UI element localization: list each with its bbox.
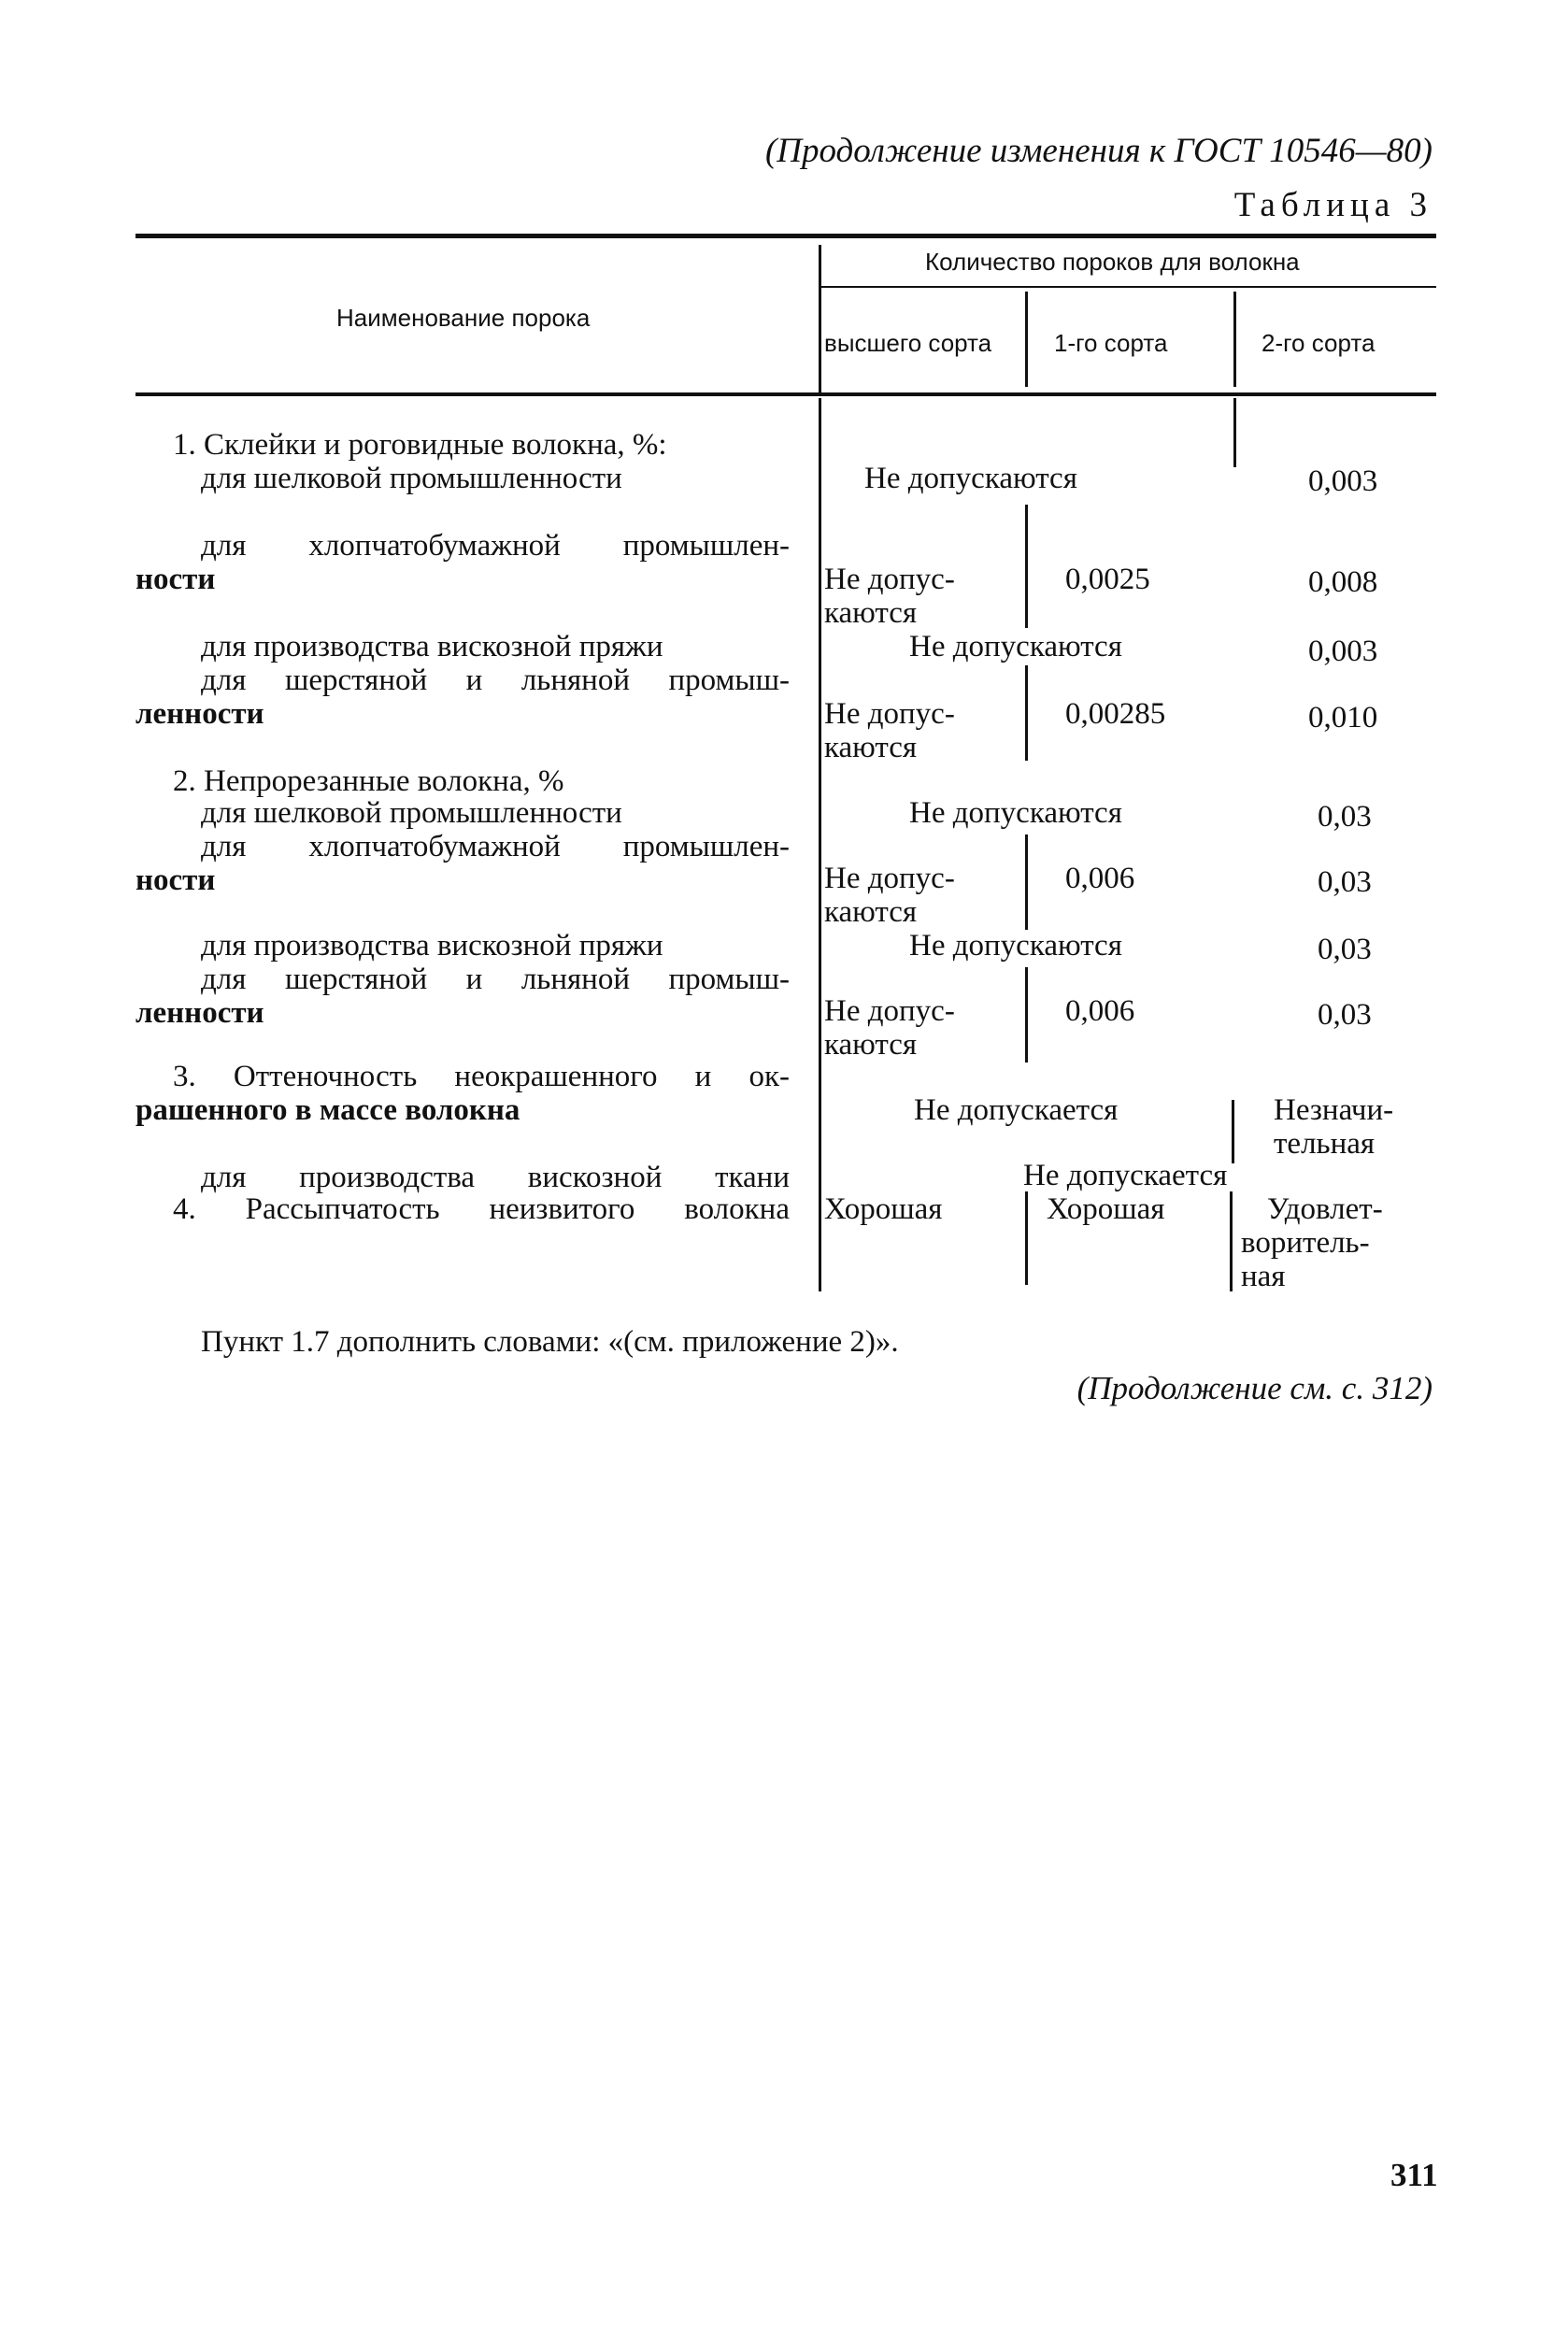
row-1d-name — [135, 663, 790, 731]
row-1d-top-grade — [824, 697, 955, 764]
row-2c-span-value: Не допускаются — [909, 929, 1122, 963]
row-4-grade1-value: Хорошая — [1047, 1192, 1165, 1226]
row-2a-name — [135, 796, 790, 830]
row-3-grade2-line1: Незначи- — [1274, 1093, 1394, 1127]
header-divider-sort2 — [1233, 292, 1236, 387]
body-divider-grade1-c — [1025, 834, 1028, 930]
row-2a-span-value: Не допускаются — [909, 796, 1122, 830]
row-1a-span-value: Не допускаются — [864, 462, 1077, 495]
body-divider-name — [819, 398, 821, 1291]
continuation-header: (Продолжение изменения к ГОСТ 10546—80) — [764, 132, 1433, 170]
row-2d-grade1-value: 0,006 — [1065, 994, 1135, 1028]
row-2d-top-grade-line1: Не допус- — [824, 994, 955, 1028]
header-bottom-rule — [135, 392, 1436, 396]
row-3-span-value: Не допускается — [914, 1093, 1119, 1127]
body-divider-grade2-top — [1233, 398, 1236, 467]
row-4-grade2-line3: ная — [1241, 1260, 1286, 1293]
row-2c-name-text: для производства вискозной пряжи — [201, 929, 663, 963]
header-divider-name — [819, 245, 821, 392]
row-3-grade2-line2: тельная — [1274, 1127, 1376, 1161]
row-3a-name — [135, 1161, 790, 1194]
row-1b-grade2-value: 0,008 — [1308, 565, 1378, 599]
body-divider-grade1-b — [1025, 665, 1028, 761]
continuation-footer: (Продолжение см. с. 312) — [1076, 1370, 1433, 1406]
table-title: Таблица 3 — [1233, 186, 1433, 224]
row-1b-name — [135, 529, 790, 596]
row-2-title-text: 2. Непрорезанные волокна, % — [173, 764, 564, 798]
row-2b-grade1-value: 0,006 — [1065, 862, 1135, 895]
header-divider-sort1 — [1025, 292, 1028, 387]
row-3a-span-value: Не допускается — [1023, 1159, 1228, 1192]
row-1a-name — [135, 462, 790, 495]
body-divider-grade2-bottom — [1230, 1191, 1233, 1291]
row-1-title-text: 1. Склейки и роговидные волокна, %: — [173, 428, 667, 462]
row-2a-grade2-value: 0,03 — [1318, 800, 1372, 834]
row-1c-name — [135, 630, 790, 663]
row-1b-top-grade-line2: каются — [824, 596, 918, 630]
group-header-rule — [820, 286, 1436, 288]
page-number: 311 — [1390, 2157, 1438, 2193]
row-2b-name-line2: ности — [135, 863, 216, 897]
row-3-name-line2: рашенного в массе волокна — [135, 1093, 520, 1127]
row-1b-top-grade — [824, 563, 955, 630]
row-1b-top-grade-line1: Не допус- — [824, 563, 955, 596]
row-1c-grade2-value: 0,003 — [1308, 635, 1378, 668]
row-2d-top-grade-line2: каются — [824, 1028, 918, 1062]
row-2d-name-line2: ленности — [135, 996, 264, 1030]
row-2b-top-grade-line2: каются — [824, 895, 918, 929]
footnote-clause: Пункт 1.7 дополнить словами: «(см. приложение 2)». — [201, 1325, 899, 1359]
table-top-rule — [135, 234, 1436, 238]
column-header-grade-1: 1-го сорта — [1054, 329, 1168, 357]
column-header-defect-name: Наименование порока — [336, 304, 591, 332]
row-1d-grade2-value: 0,010 — [1308, 701, 1378, 735]
row-1c-name-text: для производства вискозной пряжи — [201, 630, 663, 663]
column-header-grade-2: 2-го сорта — [1262, 329, 1376, 357]
row-2b-top-grade — [824, 862, 955, 929]
row-2-title — [135, 764, 790, 798]
row-2c-grade2-value: 0,03 — [1318, 933, 1372, 966]
row-1-title — [135, 428, 790, 462]
body-divider-grade1-d — [1025, 967, 1028, 1063]
row-2b-name-line1: для хлопчатобумажной промышлен- — [201, 830, 790, 863]
row-1d-name-line2: ленности — [135, 697, 264, 731]
row-2c-name — [135, 929, 790, 963]
column-header-top-grade: высшего сорта — [824, 329, 992, 357]
body-divider-grade2-mid — [1232, 1100, 1234, 1163]
row-1b-name-line1: для хлопчатобумажной промышлен- — [201, 529, 790, 563]
row-3-grade2-value — [1274, 1093, 1393, 1161]
row-1d-top-grade-line1: Не допус- — [824, 697, 955, 731]
row-3-name-line1: 3. Оттеночность неокрашенного и ок- — [173, 1060, 790, 1093]
row-4-grade2-line1: Удовлет- — [1267, 1192, 1383, 1226]
row-4-name-text: 4. Рассыпчатость неизвитого волокна — [173, 1192, 790, 1226]
row-1b-grade1-value: 0,0025 — [1065, 563, 1150, 596]
row-3a-name-text: для производства вискозной ткани — [201, 1161, 790, 1194]
row-2b-grade2-value: 0,03 — [1318, 865, 1372, 899]
column-group-header: Количество пороков для волокна — [925, 248, 1300, 276]
row-1a-grade2-value: 0,003 — [1308, 464, 1378, 498]
row-2d-name — [135, 963, 790, 1030]
row-2a-name-text: для шелковой промышленности — [201, 796, 622, 830]
row-2b-name — [135, 830, 790, 897]
row-1d-grade1-value: 0,00285 — [1065, 697, 1166, 731]
row-1c-span-value: Не допускаются — [909, 630, 1122, 663]
row-3-name — [135, 1060, 790, 1127]
row-2b-top-grade-line1: Не допус- — [824, 862, 955, 895]
row-4-grade2-value — [1241, 1192, 1383, 1293]
row-4-grade2-line2: воритель- — [1241, 1226, 1370, 1260]
row-4-top-grade: Хорошая — [824, 1192, 943, 1226]
row-1d-name-line1: для шерстяной и льняной промыш- — [201, 663, 790, 697]
body-divider-grade1-e — [1025, 1191, 1028, 1285]
row-4-name — [135, 1192, 790, 1226]
row-2d-grade2-value: 0,03 — [1318, 998, 1372, 1032]
body-divider-grade1-a — [1025, 505, 1028, 628]
row-1d-top-grade-line2: каются — [824, 731, 918, 764]
row-2d-name-line1: для шерстяной и льняной промыш- — [201, 963, 790, 996]
row-1b-name-line2: ности — [135, 563, 216, 596]
row-2d-top-grade — [824, 994, 955, 1062]
row-1a-name-text: для шелковой промышленности — [201, 462, 622, 495]
